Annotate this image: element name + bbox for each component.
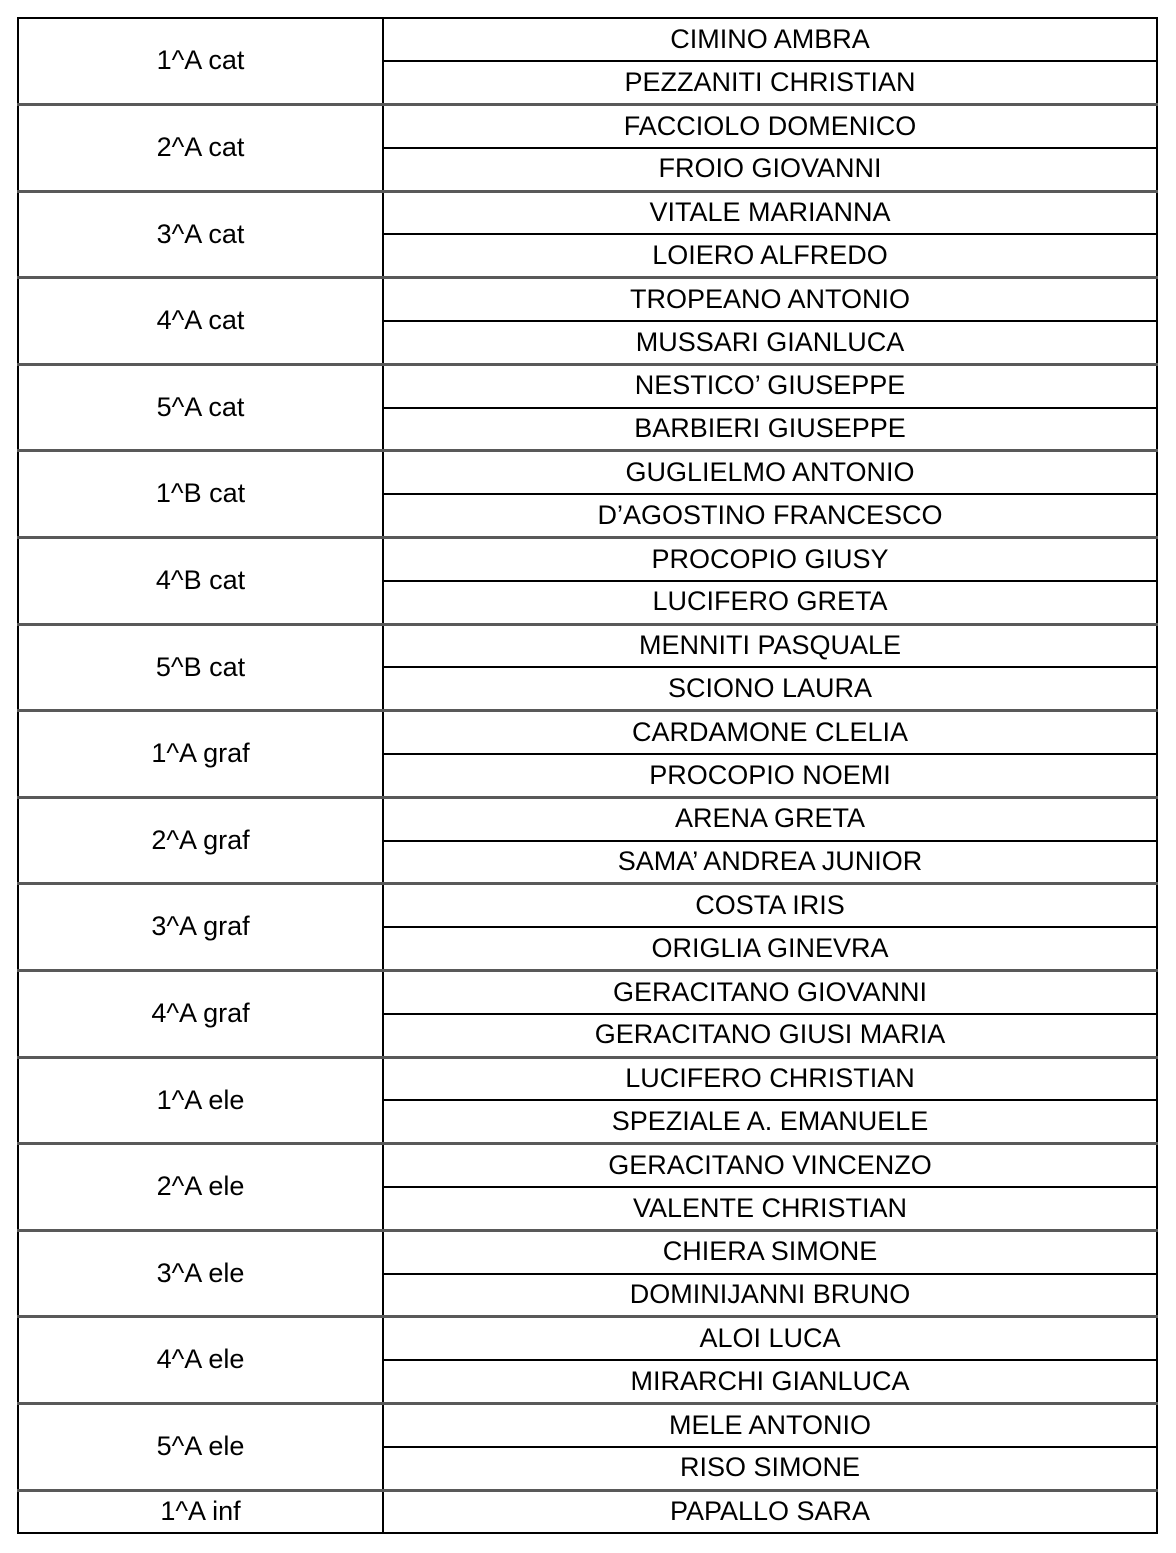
student-name-cell: GERACITANO GIUSI MARIA: [594, 1019, 946, 1050]
class-label-cell: 5^A cat: [18, 364, 383, 451]
student-name-cell: LUCIFERO CHRISTIAN: [383, 1057, 1157, 1100]
student-name-cell: SPEZIALE A. EMANUELE: [611, 1105, 929, 1136]
class-label-cell: 4^B cat: [18, 538, 383, 625]
class-label-cell: 1^B cat: [18, 451, 383, 538]
class-label-cell: 5^A ele: [18, 1404, 383, 1491]
student-name-cell: CHIERA SIMONE: [383, 1230, 1157, 1273]
table-row: [18, 624, 1157, 667]
class-label-cell: 1^A ele: [18, 1057, 383, 1144]
student-name-cell: PROCOPIO GIUSY: [383, 538, 1157, 581]
table-row: [18, 971, 1157, 1014]
table-row: [18, 1317, 1157, 1360]
class-label-cell: 4^A graf: [18, 971, 383, 1058]
class-label-cell: 2^A graf: [18, 797, 383, 884]
student-name-cell: MUSSARI GIANLUCA: [635, 326, 905, 357]
student-name-cell: ALOI LUCA: [383, 1317, 1157, 1360]
student-name-cell: DOMINIJANNI BRUNO: [629, 1279, 911, 1310]
student-name-cell: VITALE MARIANNA: [383, 191, 1157, 234]
student-name-cell: TROPEANO ANTONIO: [383, 278, 1157, 321]
student-name-cell: MIRARCHI GIANLUCA: [630, 1365, 910, 1396]
class-label-cell: 3^A cat: [18, 191, 383, 278]
table-row: [18, 451, 1157, 494]
table-row: [18, 538, 1157, 581]
student-name-cell: LUCIFERO GRETA: [652, 586, 888, 617]
class-label-cell: 2^A cat: [18, 105, 383, 192]
class-label-cell: 3^A graf: [18, 884, 383, 971]
class-label-cell: 5^B cat: [18, 624, 383, 711]
table-row: [18, 711, 1157, 754]
student-name-cell: CARDAMONE CLELIA: [383, 711, 1157, 754]
student-name-cell: GUGLIELMO ANTONIO: [383, 451, 1157, 494]
student-name-cell: VALENTE CHRISTIAN: [632, 1192, 908, 1223]
student-name-cell: FACCIOLO DOMENICO: [383, 105, 1157, 148]
student-name-cell: PEZZANITI CHRISTIAN: [624, 66, 916, 97]
class-label-cell: 2^A ele: [18, 1144, 383, 1231]
student-name-cell: SAMA’ ANDREA JUNIOR: [617, 846, 923, 877]
student-name-cell: ORIGLIA GINEVRA: [651, 932, 889, 963]
class-label-cell: 4^A cat: [18, 278, 383, 365]
table-row: [18, 278, 1157, 321]
student-name-cell: BARBIERI GIUSEPPE: [634, 413, 906, 444]
student-name-cell: NESTICO’ GIUSEPPE: [383, 364, 1157, 407]
table-row: [18, 1490, 1157, 1533]
student-name-cell: D’AGOSTINO FRANCESCO: [597, 499, 943, 530]
class-label-cell: 1^A inf: [18, 1490, 383, 1533]
table-row: [18, 1144, 1157, 1187]
class-label-cell: 1^A graf: [18, 711, 383, 798]
student-name-cell: SCIONO LAURA: [667, 673, 873, 703]
class-label-cell: 1^A cat: [18, 18, 383, 105]
table-row: [18, 191, 1157, 234]
table-row: [18, 364, 1157, 407]
table-row: [18, 1057, 1157, 1100]
student-name-cell: GERACITANO GIOVANNI: [383, 971, 1157, 1014]
table-row: [18, 1230, 1157, 1273]
student-name-cell: LOIERO ALFREDO: [652, 240, 888, 271]
student-name-cell: COSTA IRIS: [383, 884, 1157, 927]
student-name-cell: CIMINO AMBRA: [383, 18, 1157, 61]
table-row: [18, 884, 1157, 927]
class-label-cell: 3^A ele: [18, 1230, 383, 1317]
class-representatives-table: [17, 17, 1158, 1534]
student-name-cell: ARENA GRETA: [383, 797, 1157, 840]
student-name-cell: FROIO GIOVANNI: [658, 153, 882, 184]
student-name-cell: PROCOPIO NOEMI: [649, 759, 891, 790]
table-row: [18, 797, 1157, 840]
student-name-cell: PAPALLO SARA: [383, 1490, 1157, 1533]
table-row: [18, 18, 1157, 61]
student-name-cell: GERACITANO VINCENZO: [383, 1144, 1157, 1187]
student-name-cell: MELE ANTONIO: [383, 1404, 1157, 1447]
table-row: [18, 105, 1157, 148]
table-row: [18, 1404, 1157, 1447]
student-name-cell: RISO SIMONE: [679, 1452, 861, 1483]
table-body: [18, 18, 1157, 1533]
class-label-cell: 4^A ele: [18, 1317, 383, 1404]
student-name-cell: MENNITI PASQUALE: [383, 624, 1157, 667]
